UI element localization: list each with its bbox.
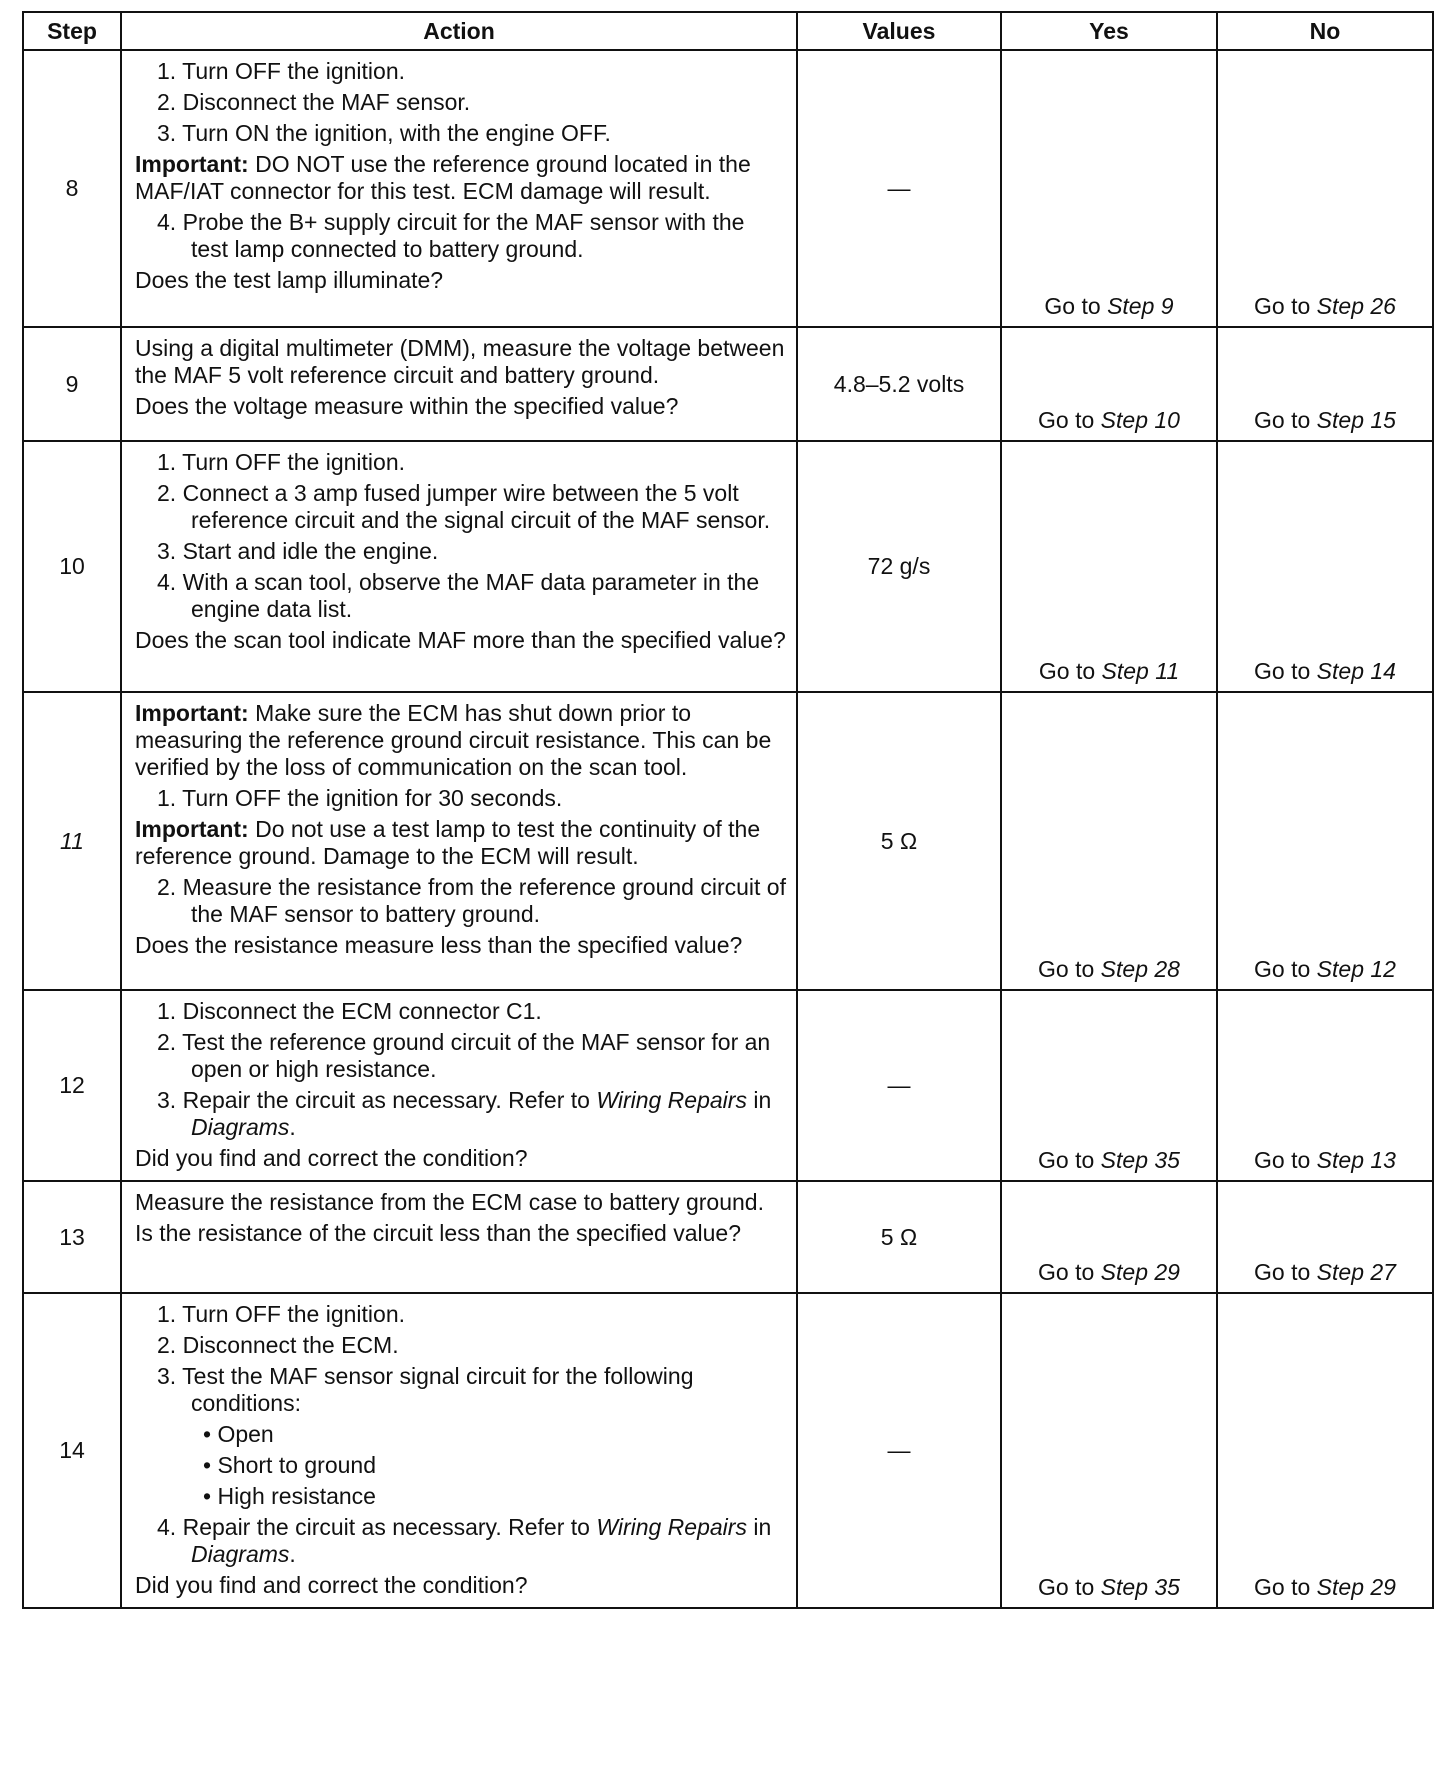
- numbered-instruction: [135, 785, 786, 812]
- instruction-number: 2.: [157, 89, 183, 115]
- numbered-instruction: [135, 58, 786, 85]
- table-row: [23, 441, 1433, 692]
- yes-cell: [1001, 50, 1217, 327]
- important-note: [135, 700, 786, 781]
- values-cell: —: [797, 1293, 1001, 1608]
- values-cell: 5 Ω: [797, 1181, 1001, 1293]
- step-number: 9: [23, 327, 121, 441]
- instruction-text: Disconnect the MAF sensor.: [182, 89, 471, 115]
- header-row: [23, 12, 1433, 50]
- no-cell: [1217, 1293, 1433, 1608]
- instruction-text: Measure the resistance from the reference ground circuit of the MAF sensor to battery ground.: [182, 874, 786, 927]
- instruction-text: .: [289, 1541, 296, 1567]
- yes-step-ref: Step 35: [1100, 1574, 1180, 1600]
- table-row: [23, 50, 1433, 327]
- step-number: 8: [23, 50, 121, 327]
- instruction-text: Turn OFF the ignition for 30 seconds.: [182, 785, 563, 811]
- action-text: Does the test lamp illuminate?: [135, 267, 444, 293]
- instruction-text: Probe the B+ supply circuit for the MAF sensor with the test lamp connected to battery ground.: [182, 209, 745, 262]
- yes-cell: [1001, 990, 1217, 1181]
- important-note: [135, 816, 786, 870]
- yes-goto-label: Go to: [1038, 1574, 1101, 1600]
- no-step-ref: Step 27: [1316, 1259, 1396, 1285]
- instruction-number: 3.: [157, 1363, 183, 1389]
- important-text: Make sure the ECM has shut down prior to measuring the reference ground circuit resistance. This can be verified by the loss of communication on the scan tool.: [135, 700, 772, 780]
- no-goto-label: Go to: [1254, 658, 1317, 684]
- no-goto-label: Go to: [1254, 407, 1317, 433]
- no-cell: [1217, 692, 1433, 990]
- important-label: Important:: [135, 700, 256, 726]
- instruction-text: Repair the circuit as necessary. Refer to: [182, 1514, 597, 1540]
- values-cell: 5 Ω: [797, 692, 1001, 990]
- header-no: No: [1217, 12, 1433, 50]
- table-row: [23, 1293, 1433, 1608]
- no-step-ref: Step 13: [1316, 1147, 1396, 1173]
- header-values: Values: [797, 12, 1001, 50]
- yes-goto-label: Go to: [1038, 1147, 1101, 1173]
- no-cell: [1217, 1181, 1433, 1293]
- numbered-instruction: [135, 998, 786, 1025]
- bullet-text: High resistance: [217, 1483, 376, 1509]
- instruction-number: 1.: [157, 449, 183, 475]
- values-cell: 72 g/s: [797, 441, 1001, 692]
- no-goto-label: Go to: [1254, 1147, 1317, 1173]
- instruction-number: 1.: [157, 998, 183, 1024]
- action-cell: [121, 441, 797, 692]
- yes-cell: [1001, 327, 1217, 441]
- bullet-item: [135, 1483, 786, 1510]
- instruction-number: 4.: [157, 569, 183, 595]
- numbered-instruction: [135, 449, 786, 476]
- instruction-number: 4.: [157, 1514, 183, 1540]
- reference-doc: Wiring Repairs: [596, 1514, 747, 1540]
- action-cell: [121, 990, 797, 1181]
- action-text: Is the resistance of the circuit less than the specified value?: [135, 1220, 741, 1246]
- action-cell: [121, 1293, 797, 1608]
- reference-doc: Wiring Repairs: [596, 1087, 747, 1113]
- bullet-item: [135, 1421, 786, 1448]
- step-number: 11: [23, 692, 121, 990]
- yes-cell: [1001, 692, 1217, 990]
- yes-goto-label: Go to: [1038, 658, 1102, 684]
- table-row: [23, 1181, 1433, 1293]
- important-label: Important:: [135, 151, 256, 177]
- instruction-number: 3.: [157, 1087, 183, 1113]
- instruction-text: Start and idle the engine.: [182, 538, 439, 564]
- yes-goto-label: Go to: [1038, 407, 1101, 433]
- instruction-text: Test the MAF sensor signal circuit for the following conditions:: [182, 1363, 694, 1416]
- action-cell: [121, 692, 797, 990]
- instruction-text: Turn OFF the ignition.: [182, 58, 406, 84]
- yes-cell: [1001, 1293, 1217, 1608]
- bullet-text: Short to ground: [217, 1452, 377, 1478]
- instruction-text: .: [289, 1114, 296, 1140]
- action-text: Does the voltage measure within the specified value?: [135, 393, 679, 419]
- action-text: Measure the resistance from the ECM case to battery ground.: [135, 1189, 764, 1215]
- instruction-number: 4.: [157, 209, 183, 235]
- instruction-text: in: [746, 1514, 772, 1540]
- action-text: Using a digital multimeter (DMM), measure the voltage between the MAF 5 volt reference circuit and battery ground.: [135, 335, 785, 388]
- instruction-text: Connect a 3 amp fused jumper wire between the 5 volt reference circuit and the signal circuit of the MAF sensor.: [182, 480, 771, 533]
- action-text: Did you find and correct the condition?: [135, 1572, 528, 1598]
- numbered-instruction: [135, 1087, 786, 1141]
- numbered-instruction: [135, 89, 786, 116]
- numbered-instruction: [135, 874, 786, 928]
- action-text: Did you find and correct the condition?: [135, 1145, 528, 1171]
- reference-doc: Diagrams: [191, 1541, 290, 1567]
- no-cell: [1217, 327, 1433, 441]
- numbered-instruction: [135, 1363, 786, 1417]
- numbered-instruction: [135, 480, 786, 534]
- numbered-instruction: [135, 1514, 786, 1568]
- action-text: Does the resistance measure less than the specified value?: [135, 932, 743, 958]
- action-text: Does the scan tool indicate MAF more than the specified value?: [135, 627, 786, 653]
- step-number: 13: [23, 1181, 121, 1293]
- no-step-ref: Step 26: [1316, 293, 1396, 319]
- values-cell: —: [797, 50, 1001, 327]
- no-step-ref: Step 14: [1316, 658, 1396, 684]
- important-text: DO NOT use the reference ground located in the MAF/IAT connector for this test. ECM damage will result.: [135, 151, 751, 204]
- yes-cell: [1001, 1181, 1217, 1293]
- no-goto-label: Go to: [1254, 1259, 1317, 1285]
- numbered-instruction: [135, 538, 786, 565]
- yes-step-ref: Step 29: [1100, 1259, 1180, 1285]
- no-goto-label: Go to: [1254, 293, 1317, 319]
- yes-goto-label: Go to: [1038, 956, 1101, 982]
- no-cell: [1217, 50, 1433, 327]
- diagnostic-table: [22, 11, 1434, 1609]
- numbered-instruction: [135, 209, 786, 263]
- no-step-ref: Step 15: [1316, 407, 1396, 433]
- numbered-instruction: [135, 569, 786, 623]
- numbered-instruction: [135, 1029, 786, 1083]
- important-label: Important:: [135, 816, 256, 842]
- action-cell: [121, 1181, 797, 1293]
- instruction-number: 1.: [157, 58, 183, 84]
- table-row: [23, 327, 1433, 441]
- bullet-item: [135, 1452, 786, 1479]
- step-number: 10: [23, 441, 121, 692]
- step-number: 14: [23, 1293, 121, 1608]
- instruction-number: 2.: [157, 480, 183, 506]
- no-step-ref: Step 12: [1316, 956, 1396, 982]
- header-step: Step: [23, 12, 121, 50]
- yes-step-ref: Step 28: [1100, 956, 1180, 982]
- bullet-icon: •: [203, 1452, 218, 1478]
- instruction-number: 2.: [157, 874, 183, 900]
- instruction-text: in: [746, 1087, 772, 1113]
- yes-goto-label: Go to: [1044, 293, 1108, 319]
- instruction-text: Turn ON the ignition, with the engine OFF.: [182, 120, 611, 146]
- yes-step-ref: Step 11: [1101, 658, 1180, 684]
- table-row: [23, 692, 1433, 990]
- action-cell: [121, 327, 797, 441]
- action-cell: [121, 50, 797, 327]
- table-row: [23, 990, 1433, 1181]
- bullet-icon: •: [203, 1483, 218, 1509]
- instruction-text: Test the reference ground circuit of the MAF sensor for an open or high resistance.: [182, 1029, 771, 1082]
- values-cell: —: [797, 990, 1001, 1181]
- no-goto-label: Go to: [1254, 1574, 1317, 1600]
- step-number: 12: [23, 990, 121, 1181]
- bullet-icon: •: [203, 1421, 218, 1447]
- numbered-instruction: [135, 1332, 786, 1359]
- no-cell: [1217, 441, 1433, 692]
- numbered-instruction: [135, 1301, 786, 1328]
- header-action: Action: [121, 12, 797, 50]
- instruction-number: 1.: [157, 1301, 183, 1327]
- numbered-instruction: [135, 120, 786, 147]
- yes-goto-label: Go to: [1038, 1259, 1101, 1285]
- header-yes: Yes: [1001, 12, 1217, 50]
- bullet-text: Open: [217, 1421, 274, 1447]
- important-note: [135, 151, 786, 205]
- yes-step-ref: Step 9: [1107, 293, 1174, 319]
- instruction-number: 2.: [157, 1332, 183, 1358]
- instruction-text: Turn OFF the ignition.: [182, 1301, 406, 1327]
- instruction-text: Disconnect the ECM connector C1.: [182, 998, 542, 1024]
- no-goto-label: Go to: [1254, 956, 1317, 982]
- instruction-number: 3.: [157, 120, 183, 146]
- instruction-text: Turn OFF the ignition.: [182, 449, 406, 475]
- reference-doc: Diagrams: [191, 1114, 290, 1140]
- instruction-number: 1.: [157, 785, 183, 811]
- instruction-text: Repair the circuit as necessary. Refer to: [182, 1087, 597, 1113]
- instruction-number: 3.: [157, 538, 183, 564]
- instruction-text: With a scan tool, observe the MAF data parameter in the engine data list.: [182, 569, 760, 622]
- yes-step-ref: Step 10: [1100, 407, 1180, 433]
- no-cell: [1217, 990, 1433, 1181]
- yes-step-ref: Step 35: [1100, 1147, 1180, 1173]
- important-text: Do not use a test lamp to test the continuity of the reference ground. Damage to the ECM will result.: [135, 816, 761, 869]
- instruction-text: Disconnect the ECM.: [182, 1332, 399, 1358]
- no-step-ref: Step 29: [1316, 1574, 1396, 1600]
- yes-cell: [1001, 441, 1217, 692]
- values-cell: 4.8–5.2 volts: [797, 327, 1001, 441]
- instruction-number: 2.: [157, 1029, 183, 1055]
